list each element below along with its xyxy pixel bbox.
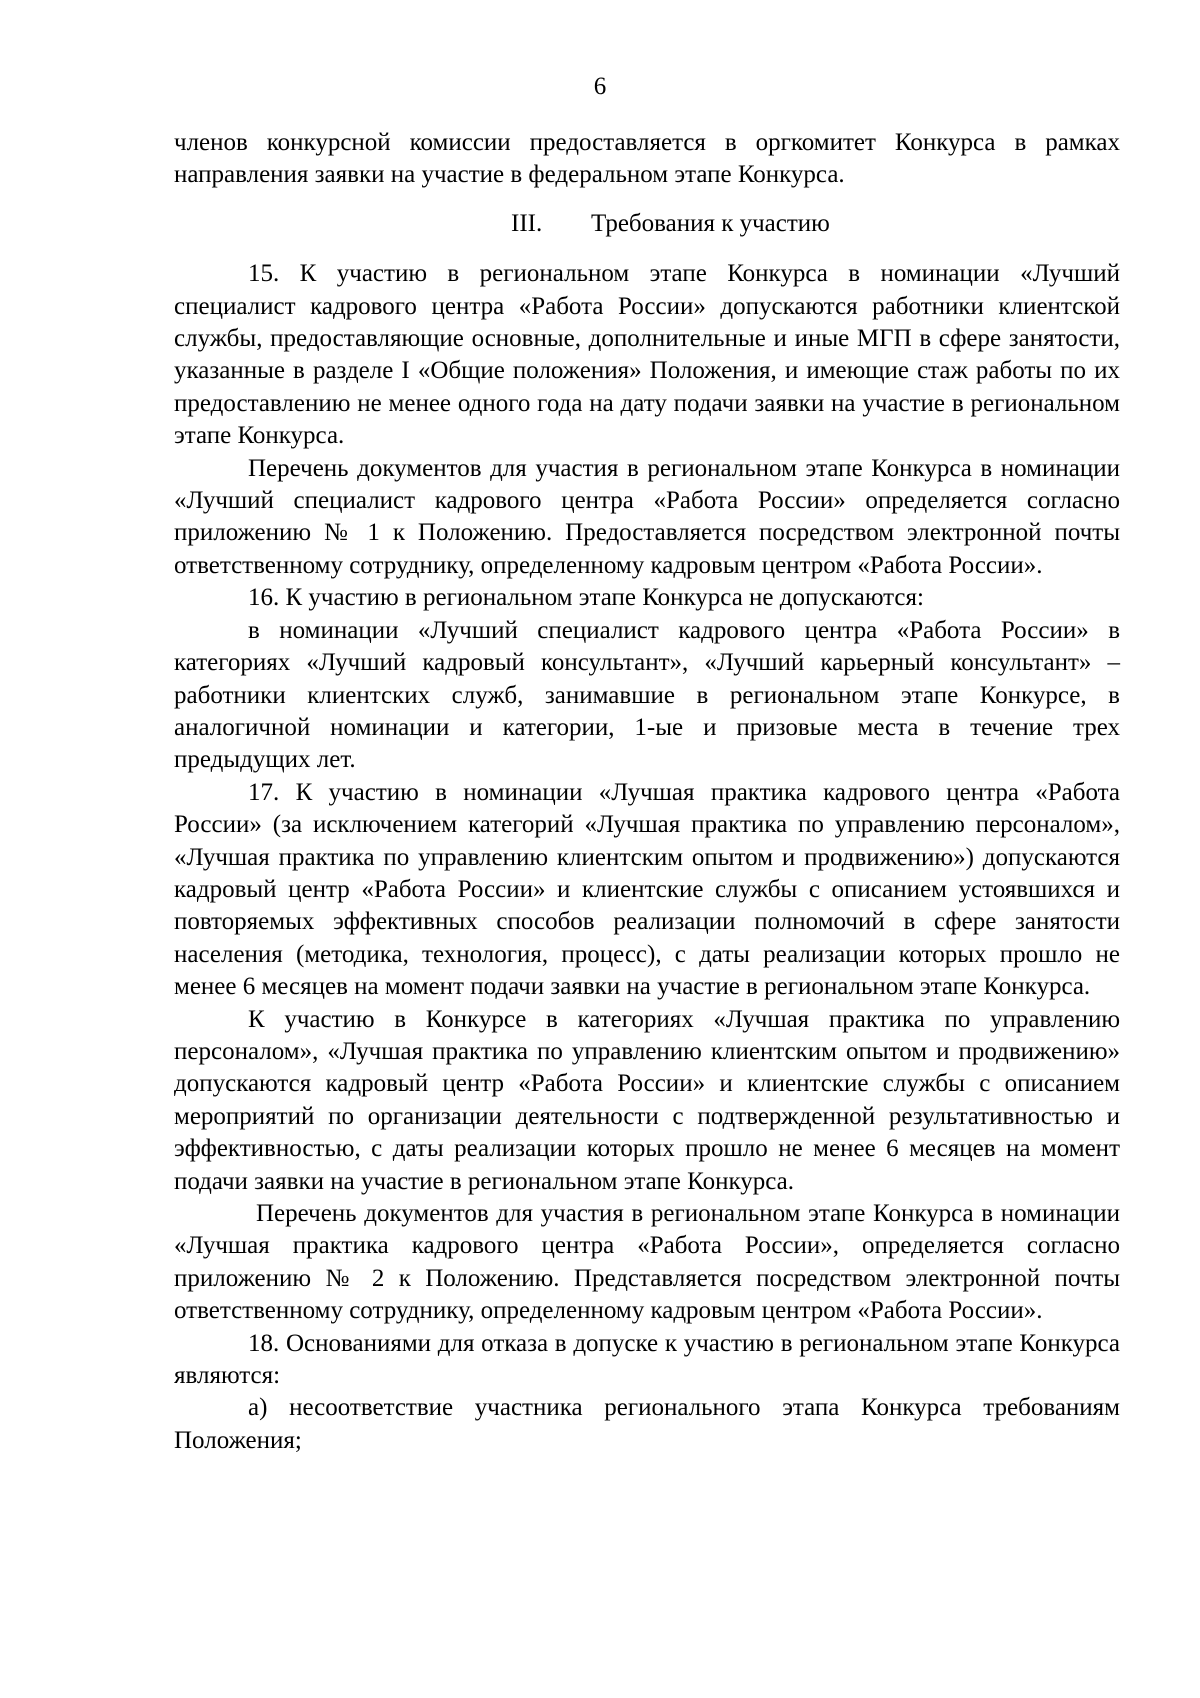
section-title: Требования к участию [591, 209, 830, 237]
intro-paragraph: членов конкурсной комиссии предоставляется в оргкомитет Конкурса в рамках направления заявки на участие в федеральном этапе Конкурса. [174, 129, 1120, 189]
paragraph-17-documents: Перечень документов для участия в региональном этапе Конкурса в номинации «Лучшая практика кадрового центра «Работа России», определяется согласно приложению № 2 к Положению. Представляется посредством электронной почты ответственному сотруднику, определенному кадровым центром «Работа России». [174, 1200, 1120, 1325]
paragraph-17: 17. К участию в номинации «Лучшая практика кадрового центра «Работа России» (за исключением категорий «Лучшая практика по управлению персоналом», «Лучшая практика по управлению клиентским опытом и продвижению») допускаются кадровый центр «Работа России» и клиентские службы с описанием устоявшихся и повторяемых эффективных способов реализации полномочий в сфере занятости населения (методика, технология, процесс), с даты реализации которых прошло не менее 6 месяцев на момент подачи заявки на участие в региональном этапе Конкурса. [174, 778, 1120, 1001]
paragraph-17-categories: К участию в Конкурсе в категориях «Лучшая практика по управлению персоналом», «Лучшая практика по управлению клиентским опытом и продвижению» допускаются кадровый центр «Работа России» и клиентские службы с описанием мероприятий по организации деятельности с подтвержденной результативностью и эффективностью, с даты реализации которых прошло не менее 6 месяцев на момент подачи заявки на участие в региональном этапе Конкурса. [174, 1005, 1120, 1195]
section-heading [174, 208, 1120, 240]
paragraph-15-documents: Перечень документов для участия в региональном этапе Конкурса в номинации «Лучший специалист кадрового центра «Работа России» определяется согласно приложению № 1 к Положению. Предоставляется посредством электронной почты ответственному сотруднику, определенному кадровым центром «Работа России». [174, 454, 1120, 579]
paragraph-15: 15. К участию в региональном этапе Конкурса в номинации «Лучший специалист кадрового центра «Работа России» допускаются работники клиентской службы, предоставляющие основные, дополнительные и иные МГП в сфере занятости, указанные в разделе I «Общие положения» Положения, и имеющие стаж работы по их предоставлению не менее одного года на дату подачи заявки на участие в региональном этапе Конкурса. [174, 260, 1120, 450]
document-body [174, 127, 1120, 1457]
section-number: III. [511, 209, 543, 237]
paragraph-16: 16. К участию в региональном этапе Конкурса не допускаются: [248, 584, 924, 612]
paragraph-18-item-a: а) несоответствие участника регионального этапа Конкурса требованиям Положения; [174, 1394, 1120, 1454]
page-number: 6 [593, 73, 607, 100]
paragraph-16-nomination: в номинации «Лучший специалист кадрового центра «Работа России» в категориях «Лучший кадровый консультант», «Лучший карьерный консультант» – работники клиентских служб, занимавшие в региональном этапе Конкурсе, в аналогичной номинации и категории, 1-ые и призовые места в течение трех предыдущих лет. [174, 616, 1120, 774]
paragraph-18: 18. Основаниями для отказа в допуске к участию в региональном этапе Конкурса являются: [174, 1329, 1120, 1390]
